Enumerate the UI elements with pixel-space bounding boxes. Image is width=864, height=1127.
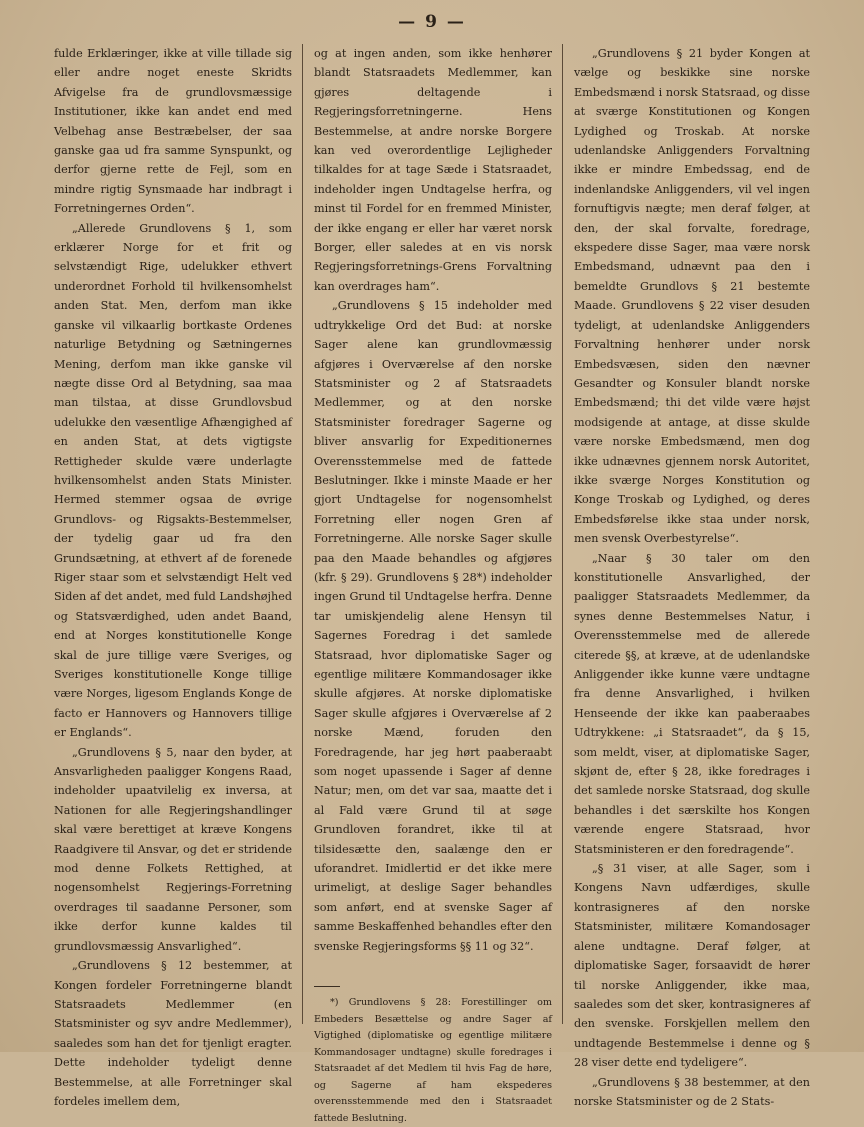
paragraph: „Grundlovens § 15 indeholder med udtrykkelige Ord det Bud: at norske Sager alene kan grundlovmæssig afgjøres i Overværelse af den norske Statsminister og 2 af Statsraadets Medlemmer, og at den norske Statsminister foredrager Sagerne og bliver ansvarlig for Expeditionernes Overensstemmelse med de fattede Beslutninger. Ikke i minste Maade er her gjort Undtagelse for nogensomhelst Forretning eller nogen Gren af Forretningerne. Alle norske Sager skulle paa den Maade behandles og afgjøres (kfr. § 29). Grundlovens § 28*) indeholder ingen Grund til Undtagelse herfra. Denne tar umiskjendelig alene Hensyn til Sagernes Foredrag i det samlede Statsraad, hvor diplomatiske Sager og egentlige militære Kommandosager ikke skulle afgjøres. At norske diplomatiske Sager skulle afgjøres i Overværelse af 2 norske Mænd, foruden den Foredragende, har jeg hørt paaberaabt som noget upassende i Sager af denne Natur; men, om det var saa, maatte det i al Fald være Grund til at søge Grundloven forandret, ikke til at tilsidesætte den, saalænge den er uforandret. Imidlertid er det ikke mere urimeligt, at deslige Sager behandles som anført, end at svenske Sager af samme Beskaffenhed behandles efter den svenske Regjeringsforms §§ 11 og 32“.	[314, 299, 552, 953]
middle-column	[314, 44, 552, 1127]
paragraph: „Grundlovens § 21 byder Kongen at vælge og beskikke sine norske Embedsmænd i norsk Statsraad, og disse at sværge Konstitutionen og Kongen Lydighed og Troskab. At norske udenlandske Anliggenders Forvaltning ikke er mindre Embedssag, end de indenlandske Anliggenders, vil vel ingen fornuftigvis nægte; men deraf følger, at den, der skal forvalte, foredrage, ekspedere disse Sager, maa være norsk Embedsmand, udnævnt paa den i bemeldte Grundlovs § 21 bestemte Maade. Grundlovens § 22 viser desuden tydeligt, at udenlandske Anliggenders Forvaltning henhører under norsk Embedsvæsen, siden den nævner Gesandter og Konsuler blandt norske Embedsmænd; thi det vilde være højst modsigende at antage, at disse skulde være norske Embedsmænd, men dog ikke udnævnes gjennem norsk Autoritet, ikke sværge Norges Konstitution og Konge Troskab og Lydighed, og deres Embedsførelse ikke staa under norsk, men svensk Overbestyrelse“.	[574, 47, 810, 546]
paragraph: „Grundlovens § 38 bestemmer, at den norske Statsminister og de 2 Stats-	[574, 1075, 810, 1108]
paragraph: „Grundlovens § 12 bestemmer, at Kongen fordeler Forretningerne blandt Statsraadets Medlemmer (en Statsminister og syv andre Medlemmer), saaledes som han det for tjenligt eragter. Dette indeholder tydeligt denne Bestemmelse, at alle Forretninger skal fordeles imellem dem,	[54, 959, 292, 1108]
paragraph: „Grundlovens § 5, naar den byder, at Ansvarligheden paaligger Kongens Raad, indeholder upaatvilelig ex inversa, at Nationen for alle Regjeringshandlinger skal være berettiget at kræve Kongens Raadgivere til Ansvar, og det er stridende mod denne Folkets Rettighed, at nogensomhelst Regjerings-Forretning overdrages til saadanne Personer, som ikke derfor kunne kaldes til grundlovsmæssig Ansvarlighed“.	[54, 745, 292, 953]
paragraph: „§ 31 viser, at alle Sager, som i Kongens Navn udfærdiges, skulle kontrasigneres af den norske Statsminister, militære Komandosager alene undtagne. Deraf følger, at diplomatiske Sager, forsaavidt de hører til norske Anliggender, ikke maa, saaledes som det sker, kontrasigneres af den svenske. Forskjellen mellem den undtagende Bestemmelse i denne og § 28 viser dette end tydeligere“.	[574, 862, 810, 1070]
paragraph: „Naar § 30 taler om den konstitutionelle Ansvarlighed, der paaligger Statsraadets Medlemmer, da synes denne Bestemmelses Natur, i Overensstemmelse med de allerede citerede §§, at kræve, at de udenlandske Anliggender ikke kunne være undtagne fra denne Ansvarlighed, i hvilken Henseende der ikke kan paaberaabes Udtrykkene: „i Statsraadet“, da § 15, som meldt, viser, at diplomatiske Sager, skjønt de, efter § 28, ikke foredrages i det samlede norske Statsraad, dog skulle behandles i det særskilte hos Kongen værende engere Statsraad, hvor Statsministeren er den foredragende“.	[574, 551, 810, 856]
column-divider	[562, 44, 563, 1024]
column-divider	[302, 44, 303, 1024]
paragraph: og at ingen anden, som ikke henhører blandt Statsraadets Medlemmer, kan gjøres deltagende i Regjeringsforretningerne. Hens Bestemmelse, at andre norske Borgere kan ved overordentlige Lejligheder tilkaldes for at tage Sæde i Statsraadet, indeholder ingen Undtagelse herfra, og minst til Fordel for en fremmed Minister, der ikke engang er eller har været norsk Borger, eller saledes at en vis norsk Regjeringsforretnings-Grens Forvaltning kan overdrages ham“.	[314, 47, 552, 293]
right-column	[574, 44, 810, 1111]
page-number: — 9 —	[398, 12, 466, 32]
footnote: *) Grundlovens § 28: Forestillinger om Embeders Besættelse og andre Sager af Vigtighed (diplomatiske og egentlige militære Kommandosager undtagne) skulle foredrages i Statsraadet af det Medlem til hvis Fag de høre, og Sagerne af ham ekspederes overensstemmende med den i Statsraadet fattede Beslutning.	[314, 997, 552, 1124]
left-column	[54, 44, 292, 1111]
footnote-separator	[314, 986, 340, 987]
paragraph: fulde Erklæringer, ikke at ville tillade sig eller andre noget eneste Skridts Afvigelse fra de grundlovsmæssige Institutioner, ikke kan andet end med Velbehag anse Bestræbelser, der saa ganske gaa ud fra samme Synspunkt, og derfor gjerne rette de Fejl, som en mindre rigtig Synsmaade har indbragt i Forretningernes Orden“.	[54, 47, 292, 216]
paragraph: „Allerede Grundlovens § 1, som erklærer Norge for et frit og selvstændigt Rige, udelukker ethvert underordnet Forhold til hvilkensomhelst anden Stat. Men, derfom man ikke ganske vil vilkaarlig bortkaste Ordenes naturlige Betydning og Sætningernes Mening, derfom man ikke ganske vil nægte disse Ord al Betydning, saa maa man tilstaa, at disse Grundlovsbud udelukke den væsentlige Afhængighed af en anden Stat, at dets vigtigste Rettigheder skulde være underlagte hvilkensomhelst anden Stats Minister. Hermed stemmer ogsaa de øvrige Grundlovs- og Rigsakts-Bestemmelser, der tydelig gaar ud fra den Grundsætning, at ethvert af de forenede Riger staar som et selvstændigt Helt ved Siden af det andet, med fuld Landshøjhed og Statsværdighed, uden andet Baand, end at Norges konstitutionelle Konge skal de jure tillige være Sveriges, og Sveriges konstitutionelle Konge tillige være Norges, ligesom Englands Konge de facto er Hannovers og Hannovers tillige er Englands“.	[54, 221, 293, 740]
